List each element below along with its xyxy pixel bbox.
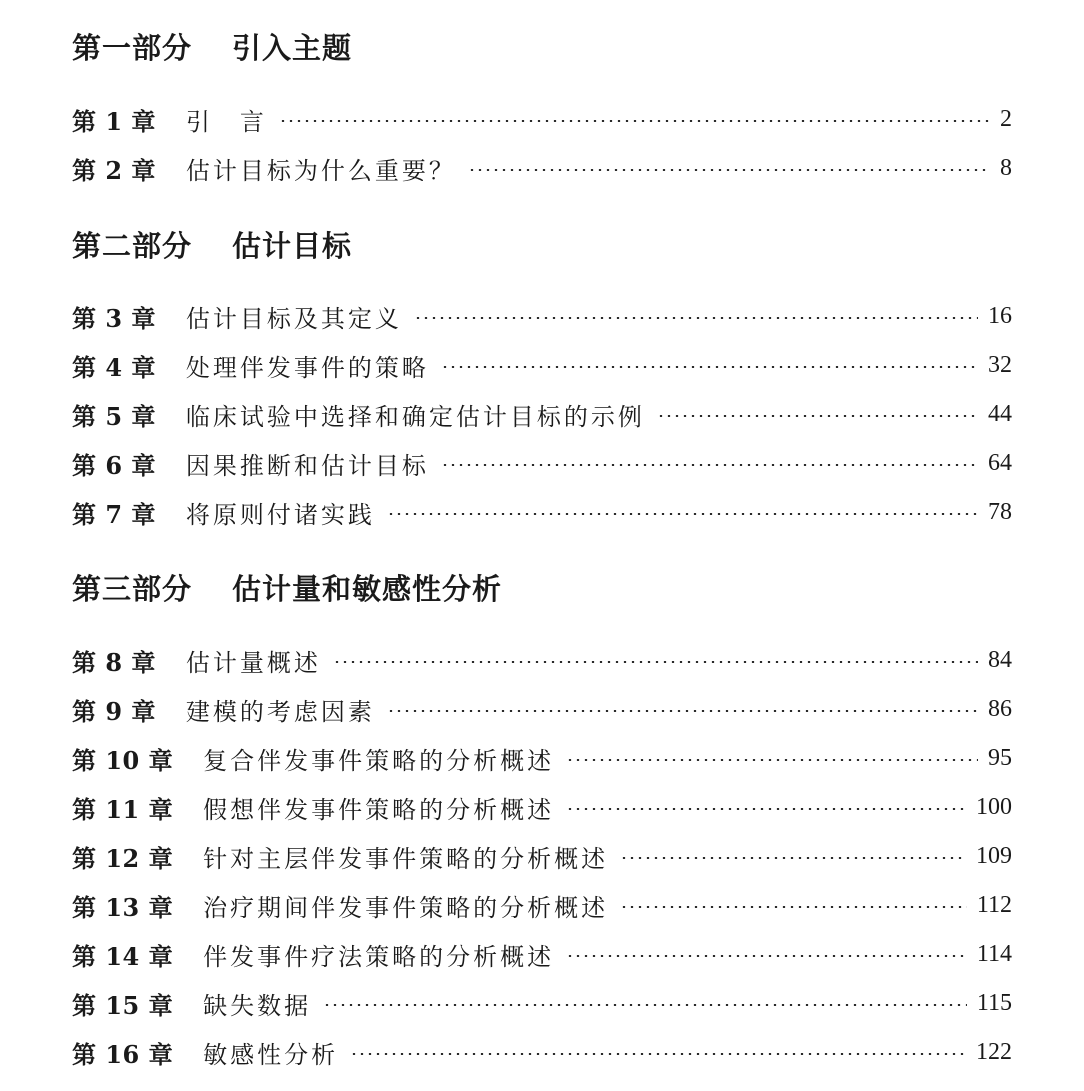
toc-entry[interactable] <box>72 446 1012 480</box>
part-label: 第二部分 <box>72 229 193 263</box>
chapter-label: 第 4 章 <box>72 352 156 382</box>
dot-leader <box>620 857 966 859</box>
dot-leader <box>620 906 967 908</box>
page-number: 8 <box>1000 154 1012 181</box>
part-label: 第三部分 <box>72 572 193 606</box>
page-number: 44 <box>988 400 1012 427</box>
page-number: 95 <box>988 744 1012 771</box>
chapter-title: 估计量概述 <box>185 648 321 677</box>
chapter-title: 缺失数据 <box>203 991 312 1020</box>
toc-entry[interactable] <box>72 937 1012 971</box>
chapter-label: 第 7 章 <box>72 499 156 529</box>
toc-entry[interactable] <box>72 839 1012 873</box>
page-number: 86 <box>988 695 1012 722</box>
part-heading <box>72 26 352 67</box>
chapter-label: 第 15 章 <box>72 990 174 1020</box>
chapter-label: 第 2 章 <box>72 155 156 185</box>
chapter-label: 第 12 章 <box>72 843 174 873</box>
page-number: 122 <box>976 1038 1012 1065</box>
dot-leader <box>333 661 978 663</box>
chapter-label: 第 11 章 <box>72 794 174 824</box>
chapter-label: 第 1 章 <box>72 106 156 136</box>
chapter-label: 第 14 章 <box>72 941 174 971</box>
page-number: 32 <box>988 351 1012 378</box>
page-number: 84 <box>988 646 1012 673</box>
chapter-label: 第 5 章 <box>72 401 156 431</box>
toc-entry[interactable] <box>72 790 1012 824</box>
chapter-title: 临床试验中选择和确定估计目标的示例 <box>185 402 645 431</box>
dot-leader <box>468 169 990 171</box>
dot-leader <box>441 366 978 368</box>
chapter-title: 处理伴发事件的策略 <box>185 353 429 382</box>
toc-entry[interactable] <box>72 348 1012 382</box>
page-number: 16 <box>988 302 1012 329</box>
toc-entry[interactable] <box>72 986 1012 1020</box>
toc-entry[interactable] <box>72 495 1012 529</box>
chapter-title: 引 言 <box>185 107 267 136</box>
toc-entry[interactable] <box>72 151 1012 185</box>
page-number: 114 <box>976 940 1012 967</box>
dot-leader <box>387 710 978 712</box>
chapter-title: 复合伴发事件策略的分析概述 <box>203 746 555 775</box>
toc-entry[interactable] <box>72 741 1012 775</box>
chapter-title: 建模的考虑因素 <box>185 697 375 726</box>
part-title: 引入主题 <box>232 31 353 65</box>
page-number: 64 <box>988 449 1012 476</box>
chapter-title: 估计目标为什么重要？ <box>185 156 456 185</box>
toc-entry[interactable] <box>72 692 1012 726</box>
dot-leader <box>566 808 966 810</box>
chapter-label: 第 10 章 <box>72 745 174 775</box>
chapter-title: 假想伴发事件策略的分析概述 <box>203 795 555 824</box>
chapter-label: 第 3 章 <box>72 303 156 333</box>
part-title: 估计量和敏感性分析 <box>232 572 503 606</box>
chapter-title: 估计目标及其定义 <box>185 304 402 333</box>
page-number: 78 <box>988 498 1012 525</box>
toc-entry[interactable] <box>72 1035 1012 1069</box>
part-label: 第一部分 <box>72 31 193 65</box>
chapter-label: 第 9 章 <box>72 696 156 726</box>
chapter-title: 敏感性分析 <box>203 1040 339 1069</box>
dot-leader <box>323 1004 967 1006</box>
toc-entry[interactable] <box>72 102 1012 136</box>
dot-leader <box>566 759 978 761</box>
chapter-title: 将原则付诸实践 <box>185 500 375 529</box>
page-number: 2 <box>1000 105 1012 132</box>
chapter-title: 伴发事件疗法策略的分析概述 <box>203 942 555 971</box>
dot-leader <box>566 955 967 957</box>
page-number: 112 <box>976 891 1012 918</box>
chapter-title: 因果推断和估计目标 <box>185 451 429 480</box>
dot-leader <box>657 415 978 417</box>
part-heading <box>72 567 502 608</box>
dot-leader <box>414 317 978 319</box>
page-number: 115 <box>976 989 1012 1016</box>
page-number: 100 <box>976 793 1012 820</box>
chapter-label: 第 16 章 <box>72 1039 174 1069</box>
chapter-title: 治疗期间伴发事件策略的分析概述 <box>203 893 609 922</box>
part-heading <box>72 224 352 265</box>
toc-entry[interactable] <box>72 397 1012 431</box>
chapter-label: 第 8 章 <box>72 647 156 677</box>
dot-leader <box>350 1053 966 1055</box>
dot-leader <box>279 120 990 122</box>
chapter-label: 第 6 章 <box>72 450 156 480</box>
page-number: 109 <box>976 842 1012 869</box>
chapter-label: 第 13 章 <box>72 892 174 922</box>
toc-entry[interactable] <box>72 888 1012 922</box>
dot-leader <box>441 464 978 466</box>
toc-entry[interactable] <box>72 643 1012 677</box>
part-title: 估计目标 <box>232 229 353 263</box>
dot-leader <box>387 513 978 515</box>
chapter-title: 针对主层伴发事件策略的分析概述 <box>203 844 609 873</box>
toc-entry[interactable] <box>72 299 1012 333</box>
